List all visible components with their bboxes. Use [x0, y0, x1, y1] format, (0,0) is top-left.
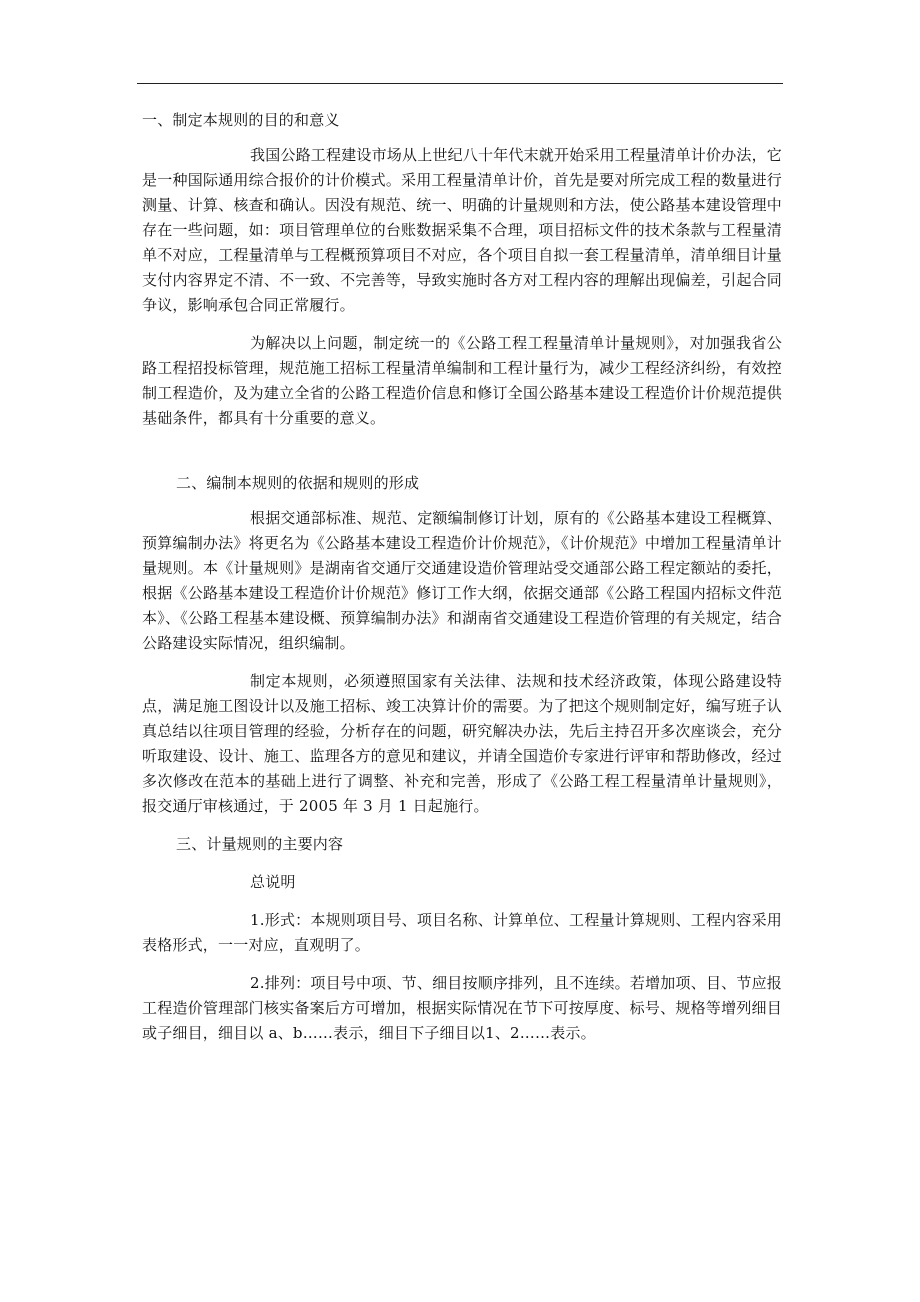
section-3-heading: 三、计量规则的主要内容 [176, 835, 344, 853]
section-1-heading: 一、制定本规则的目的和意义 [142, 111, 340, 129]
header-rule [137, 83, 783, 84]
section-1-paragraph-1: 我国公路工程建设市场从上世纪八十年代末就开始采用工程量清单计价办法，它是一种国际通用综合报价的计价模式。采用工程量清单计价，首先是要对所完成工程的数量进行测量、计算、核查和确认。因没有规范、统一、明确的计量规则和方法，使公路基本建设管理中存在一些问题，如：项目管理单位的台账数据采集不合理，项目招标文件的技术条款与工程量清单不对应，工程量清单与工程概预算项目不对应，各个项目自拟一套工程量清单，清单细目计量支付内容界定不清、不一致、不完善等，导致实施时各方对工程内容的理解出现偏差，引起合同争议，影响承包合同正常履行。 [142, 146, 783, 314]
section-3-item-1: 1.形式：本规则项目号、项目名称、计算单位、工程量计算规则、工程内容采用表格形式，一一对应，直观明了。 [142, 911, 782, 954]
section-3-general-heading: 总说明 [250, 873, 296, 891]
section-2-paragraph-2: 制定本规则，必须遵照国家有关法律、法规和技术经济政策，体现公路建设特点，满足施工图设计以及施工招标、竣工决算计价的需要。为了把这个规则制定好，编写班子认真总结以往项目管理的经验，分析存在的问题，研究解决办法，先后主持召开多次座谈会，充分听取建设、设计、施工、监理各方的意见和建议，并请全国造价专家进行评审和帮助修改，经过多次修改在范本的基础上进行了调整、补充和完善，形成了《公路工程工程量清单计量规则》，报交通厅审核通过，于 2005 年 3 月 1 日起施行。 [142, 672, 782, 815]
section-2-heading: 二、编制本规则的依据和规则的形成 [176, 474, 420, 492]
document-body [142, 108, 782, 1046]
section-2-paragraph-1: 根据交通部标准、规范、定额编制修订计划，原有的《公路基本建设工程概算、预算编制办法》将更名为《公路基本建设工程造价计价规范》，《计价规范》中增加工程量清单计量规则。本《计量规则》是湖南省交通厅交通建设造价管理站受交通部公路工程定额站的委托，根据《公路基本建设工程造价计价规范》修订工作大纲，依据交通部《公路工程国内招标文件范本》、《公路工程基本建设概、预算编制办法》和湖南省交通建设工程造价管理的有关规定，结合公路建设实际情况，组织编制。 [142, 509, 783, 652]
section-1-paragraph-2: 为解决以上问题，制定统一的《公路工程工程量清单计量规则》，对加强我省公路工程招投标管理，规范施工招标工程量清单编制和工程计量行为，减少工程经济纠纷，有效控制工程造价，及为建立全省的公路工程造价信息和修订全国公路基本建设工程造价计价规范提供基础条件，都具有十分重要的意义。 [142, 334, 782, 427]
section-3-item-2: 2.排列：项目号中项、节、细目按顺序排列，且不连续。若增加项、目、节应报工程造价管理部门核实备案后方可增加，根据实际情况在节下可按厚度、标号、规格等增列细目或子细目，细目以 a、b……表示，细目下子细目以1、2……表示。 [142, 974, 782, 1042]
